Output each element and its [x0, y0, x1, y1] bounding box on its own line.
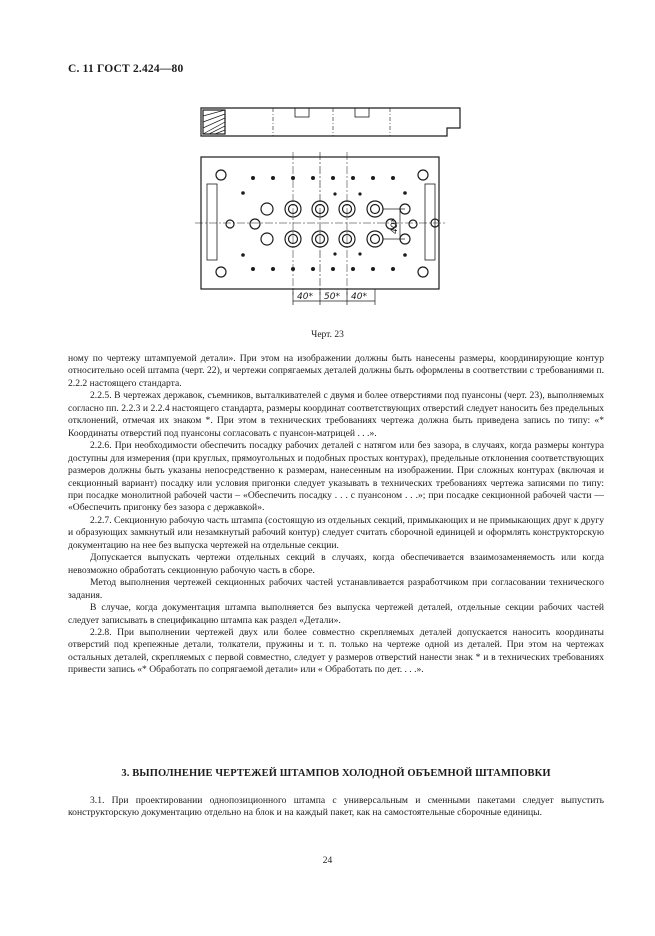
paragraph: 2.2.6. При необходимости обеспечить посадку рабочих деталей с натягом или без зазора, в случаях, когда размеры контура доступны для измерения (при круглых, прямоугольных и подобных простых контурах), предельные отклонения соответствующих размеров должны быть указаны непосредственно к размерам, нанесенным на изображении. При сложных контурах (включая и секционный вариант) посадку или условия пригонки следует указывать в технических требованиях чертежа записями по типу: при посадке монолитной рабочей части – «Обеспечить посадку . . . с пуансоном . . .»; при посадке секционной рабочей части — «Обеспечить пригонку без зазора с державкой». [68, 440, 604, 514]
figure-caption: Черт. 23 [311, 330, 344, 340]
page-header: С. 11 ГОСТ 2.424—80 [68, 63, 184, 75]
paragraph: Допускается выпускать чертежи отдельных секций в случаях, когда обеспечивается взаимозаменяемость или когда невозможно обработать секционную рабочую часть в сборе. [68, 552, 604, 576]
paragraph: 2.2.8. При выполнении чертежей двух или более совместно скрепляемых деталей допускается наносить координаты отверстий под крепежные детали, толкатели, пружины и т. п. только на чертеже одной из деталей. При этом на чертежах остальных деталей, скрепляемых с первой совместно, следует у размеров отверстий нанести знак * и в технических требованиях привести запись «* Обработать по сопрягаемой детали» или « Обработать по дет. . . .». [68, 626, 604, 676]
dim-label-1: 40* [297, 292, 313, 302]
section-body [68, 795, 604, 820]
page-number: 24 [322, 856, 333, 866]
dim-label-2: 50* [324, 292, 340, 302]
dim-label-4: 40* [390, 218, 400, 234]
section-title: 3. ВЫПОЛНЕНИЕ ЧЕРТЕЖЕЙ ШТАМПОВ ХОЛОДНОЙ ОБЪЕМНОЙ ШТАМПОВКИ [121, 768, 551, 779]
technical-drawing [195, 100, 475, 330]
paragraph: 2.2.5. В чертежах державок, съемников, выталкивателей с двумя и более отверстиями под пуансоны (черт. 23), выполняемых согласно пп. 2.2.3 и 2.2.4 настоящего стандарта, размеры координат соответствующих отверстий следует наносить без предельных отклонений, отмечая их знаком *. При этом в технических требованиях чертежа должна быть приведена запись по типу: «* Координаты отверстий под пуансоны согласовать с пуансон-матрицей . . .». [68, 390, 604, 439]
paragraph: 3.1. При проектировании однопозиционного штампа с универсальным и сменными пакетами следует выпустить конструкторскую документацию отдельно на блок и на каждый пакет, как на самостоятельные сборочные единицы. [68, 795, 604, 819]
paragraph: В случае, когда документация штампа выполняется без выпуска чертежей деталей, отдельные секции рабочих частей следует записывать в спецификацию штампа как раздел «Детали». [68, 602, 604, 626]
dim-label-3: 40* [351, 292, 367, 302]
body-text [68, 353, 604, 677]
paragraph: 2.2.7. Секционную рабочую часть штампа (состоящую из отдельных секций, примыкающих и не примыкающих друг к другу и образующих замкнутый или незамкнутый рабочий контур) следует считать сборочной единицей и оформлять конструкторскую документацию на нее без выпуска чертежей на отдельные секции. [68, 514, 604, 551]
paragraph: ному по чертежу штампуемой детали». При этом на изображении должны быть нанесены размеры, координирующие контур относительно осей штампа (черт. 22), и чертежи сопрягаемых деталей должны быть оформлены в соответствии с требованиями п. 2.2.2 настоящего стандарта. [68, 353, 604, 389]
paragraph: Метод выполнения чертежей секционных рабочих частей устанавливается разработчиком при согласовании технического задания. [68, 577, 604, 601]
